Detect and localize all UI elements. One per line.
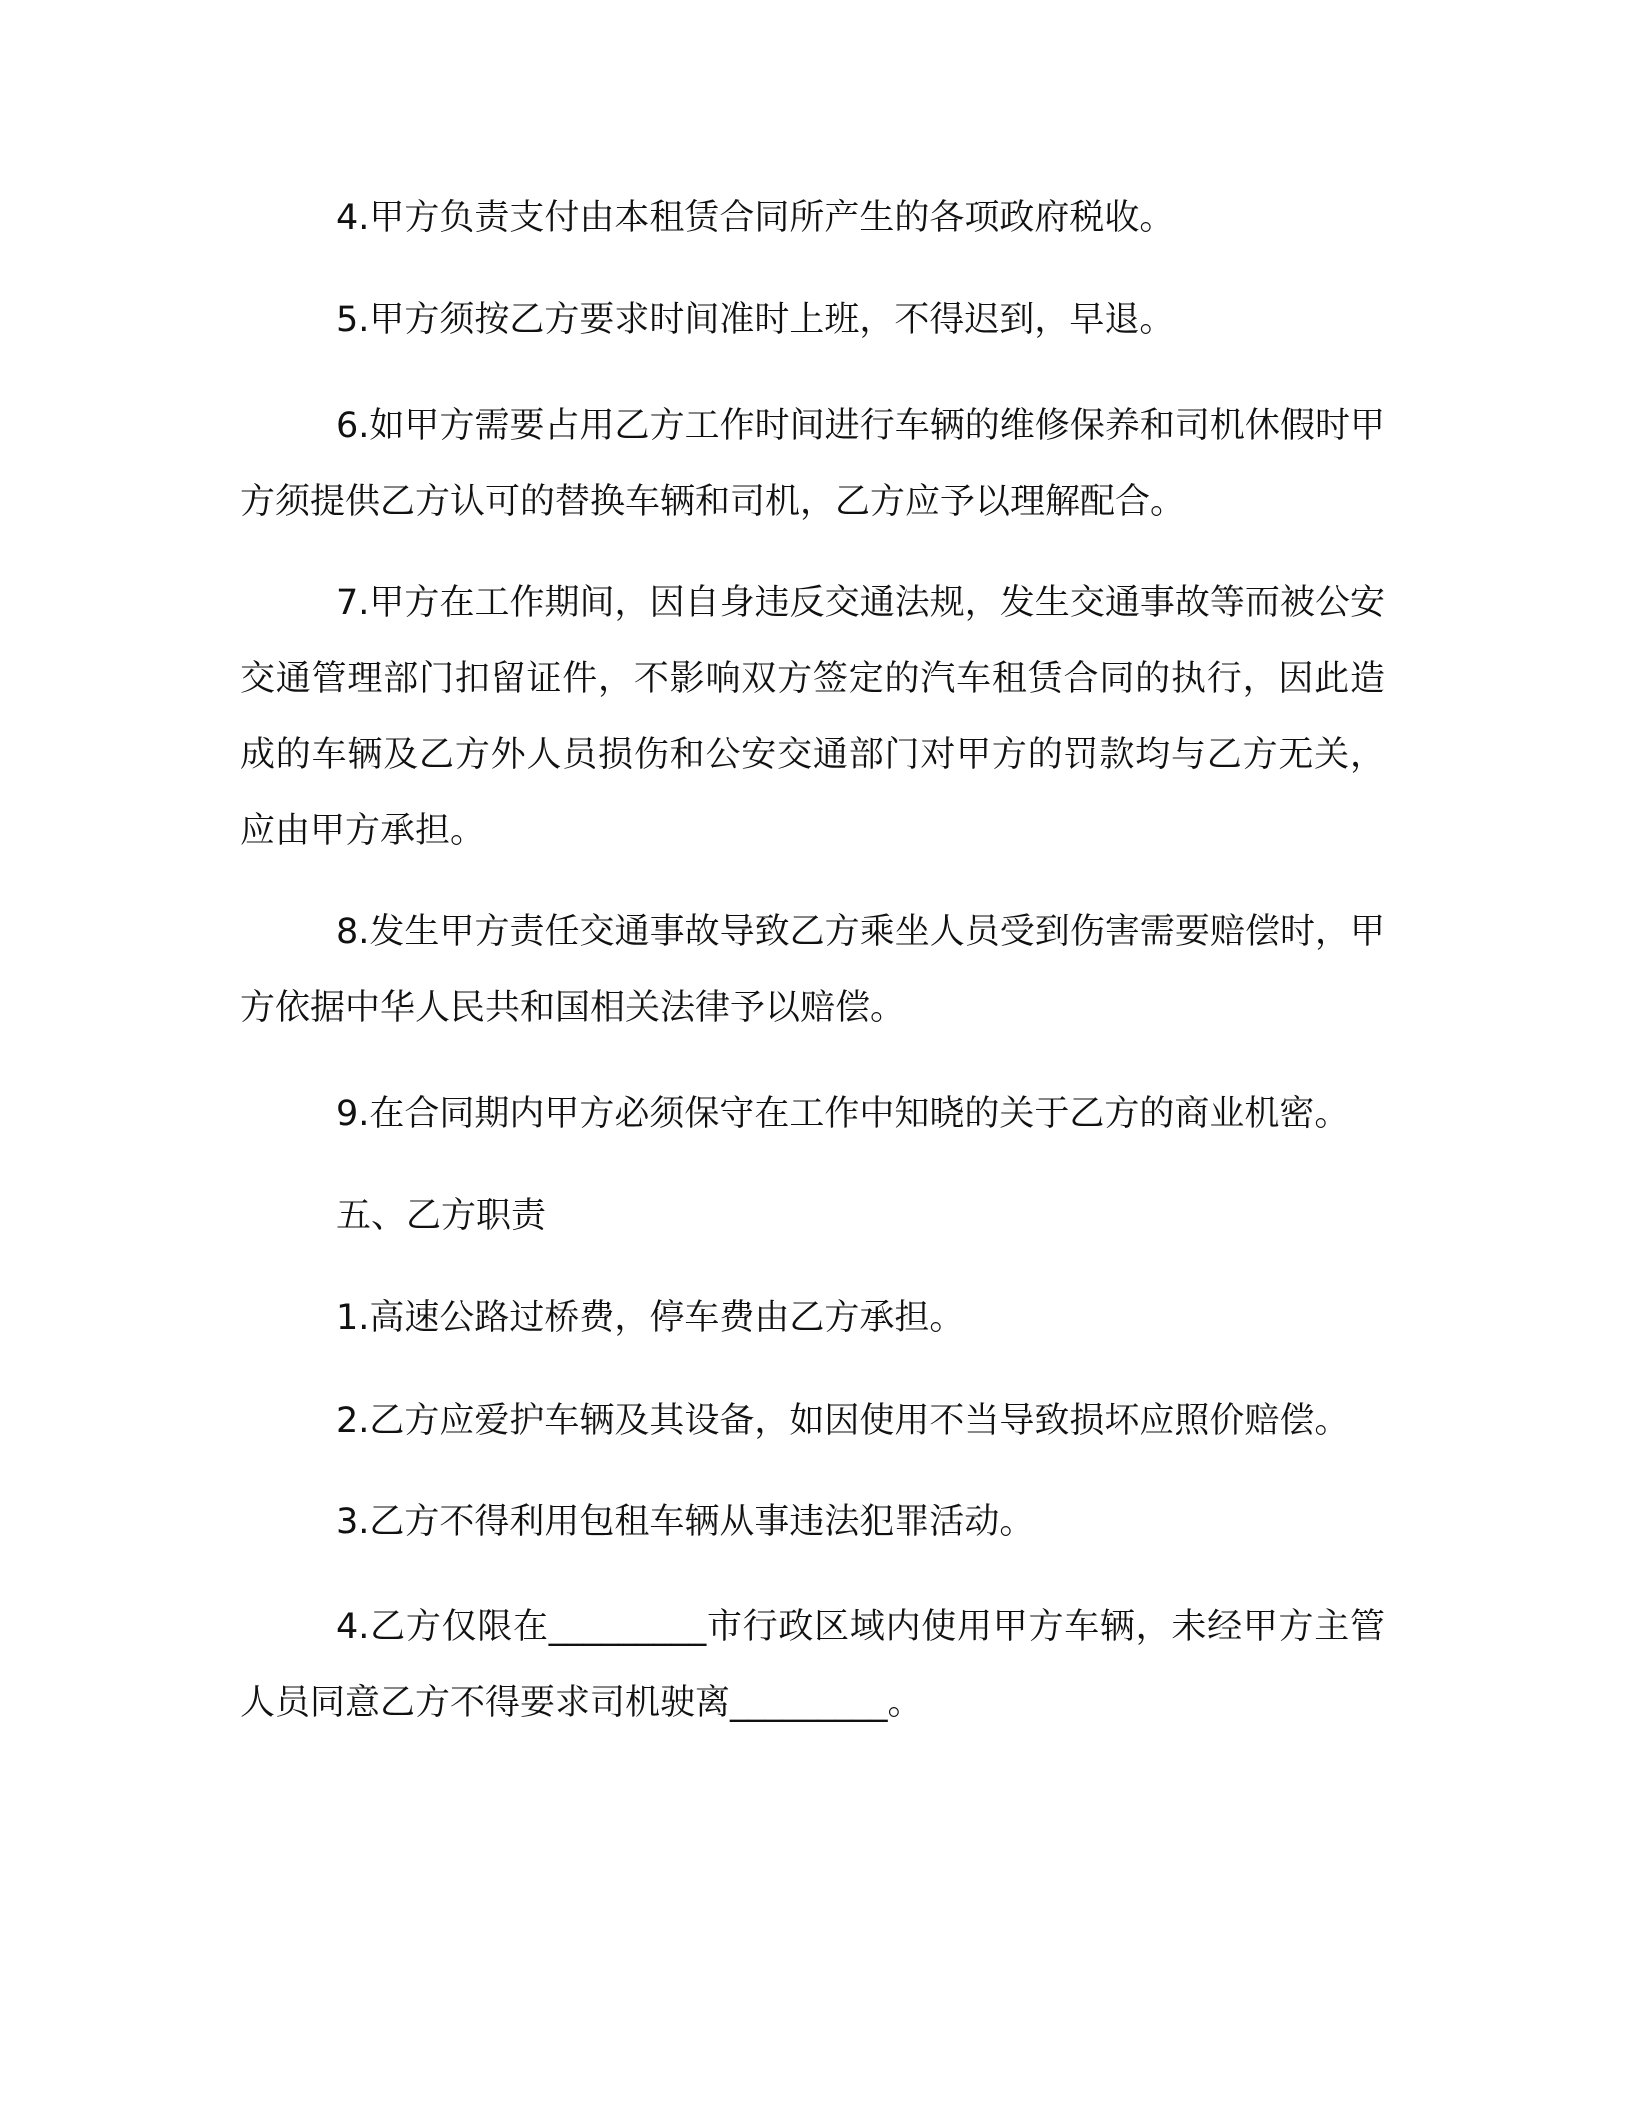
- paragraph-party-a-7: 7.甲方在工作期间，因自身违反交通法规，发生交通事故等而被公安交通管理部门扣留证件，不影响双方签定的汽车租赁合同的执行，因此造成的车辆及乙方外人员损伤和公安交通部门对甲方的罚款均与乙方无关，应由甲方承担。: [240, 583, 1385, 851]
- section-heading-party-b-duties: 五、乙方职责: [336, 1196, 547, 1236]
- paragraph-party-a-8: 8.发生甲方责任交通事故导致乙方乘坐人员受到伤害需要赔偿时，甲方依据中华人民共和国相关法律予以赔偿。: [240, 912, 1385, 1028]
- paragraph-party-b-2: 2.乙方应爱护车辆及其设备，如因使用不当导致损坏应照价赔偿。: [336, 1401, 1350, 1441]
- paragraph-party-a-4: 4.甲方负责支付由本租赁合同所产生的各项政府税收。: [336, 198, 1175, 238]
- paragraph-party-a-6: 6.如甲方需要占用乙方工作时间进行车辆的维修保养和司机休假时甲方须提供乙方认可的替换车辆和司机，乙方应予以理解配合。: [240, 406, 1385, 522]
- paragraph-party-b-4: 4.乙方仅限在_________市行政区域内使用甲方车辆，未经甲方主管人员同意乙方不得要求司机驶离_________。: [240, 1607, 1385, 1723]
- paragraph-party-b-1: 1.高速公路过桥费，停车费由乙方承担。: [336, 1298, 965, 1338]
- paragraph-party-b-3: 3.乙方不得利用包租车辆从事违法犯罪活动。: [336, 1502, 1035, 1542]
- paragraph-party-a-5: 5.甲方须按乙方要求时间准时上班，不得迟到，早退。: [336, 300, 1175, 340]
- paragraph-party-a-9: 9.在合同期内甲方必须保守在工作中知晓的关于乙方的商业机密。: [336, 1094, 1350, 1134]
